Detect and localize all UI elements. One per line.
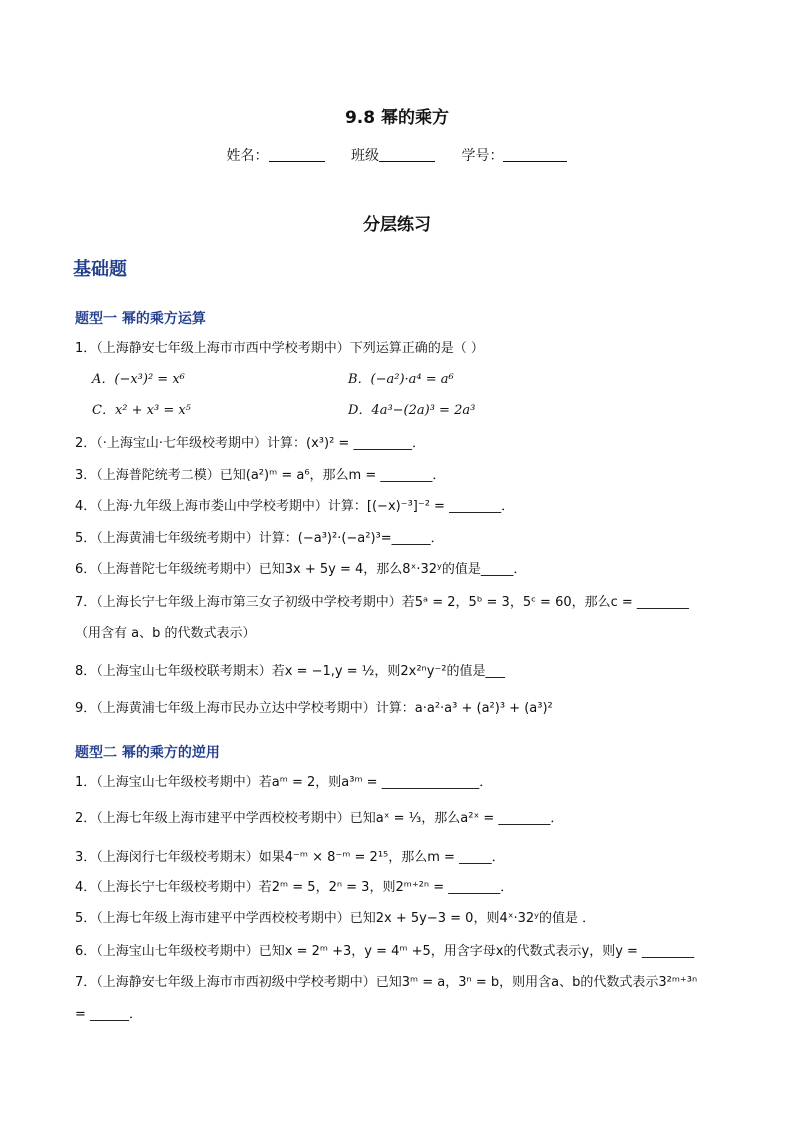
type1-q1-option-c: C．x² + x³ = x⁵ xyxy=(92,403,191,418)
type1-q1-option-d: D．4a³−(2a)³ = 2a³ xyxy=(348,403,476,418)
type1-q7-line1: 7．（上海长宁七年级上海市第三女子初级中学校考期中）若5ᵃ = 2，5ᵇ = 3，5ᶜ = 60，那么c = ________ xyxy=(75,595,689,610)
name-label: 姓名： xyxy=(226,148,269,164)
type1-q7-line2: （用含有 a、b 的代数式表示） xyxy=(75,626,256,641)
type2-heading: 题型二 幂的乘方的逆用 xyxy=(75,745,220,761)
type2-q5: 5．（上海七年级上海市建平中学西校校考期中）已知2x + 5y−3 = 0，则4ˣ·32ʸ的值是 ． xyxy=(75,911,596,926)
type2-q3: 3．（上海闵行七年级校考期末）如果4⁻ᵐ × 8⁻ᵐ = 2¹⁵，那么m = _____． xyxy=(75,850,505,865)
type1-q1-option-a: A．(−x³)² = x⁶ xyxy=(92,372,185,387)
type1-q3: 3．（上海普陀统考二模）已知(a²)ᵐ = a⁶，那么m = ________． xyxy=(75,468,446,483)
type2-q2: 2．（上海七年级上海市建平中学西校校考期中）已知aˣ = ⅓，那么a²ˣ = ________． xyxy=(75,811,564,826)
page-title: 9.8 幂的乘方 xyxy=(344,108,450,128)
type2-q7-line1: 7．（上海静安七年级上海市市西初级中学校考期中）已知3ᵐ = a，3ⁿ = b，则用含a、b的代数式表示3²ᵐ⁺³ⁿ xyxy=(75,975,698,990)
type2-q1: 1．（上海宝山七年级校考期中）若aᵐ = 2，则a³ᵐ = _______________． xyxy=(75,775,493,790)
id-blank xyxy=(503,147,567,162)
type1-q4: 4．（上海·九年级上海市娄山中学校考期中）计算：[(−x)⁻³]⁻² = ________． xyxy=(75,499,515,514)
type1-q9: 9．（上海黄浦七年级上海市民办立达中学校考期中）计算：a·a²·a³ + (a²)³ + (a³)² xyxy=(75,701,553,716)
student-info xyxy=(0,145,794,165)
type1-q2: 2．（·上海宝山·七年级校考期中）计算：(x³)² = _________． xyxy=(75,436,425,451)
id-label: 学号： xyxy=(461,148,504,164)
type1-q6: 6．（上海普陀七年级统考期中）已知3x + 5y = 4，那么8ˣ·32ʸ的值是_____． xyxy=(75,562,527,577)
type1-q1-option-b: B．(−a²)·a⁴ = a⁶ xyxy=(348,372,454,387)
type1-q5: 5．（上海黄浦七年级统考期中）计算：(−a³)²·(−a²)³=______． xyxy=(75,531,444,546)
type1-q8: 8．（上海宝山七年级校联考期末）若x = −1,y = ½，则2x²ⁿy⁻²的值是___ xyxy=(75,664,505,679)
name-blank xyxy=(269,147,325,162)
type2-q7-line2: = ______． xyxy=(75,1007,143,1022)
level-title: 基础题 xyxy=(73,259,127,280)
type2-q6: 6．（上海宝山七年级校考期中）已知x = 2ᵐ +3，y = 4ᵐ +5，用含字母x的代数式表示y，则y = ________ xyxy=(75,944,695,959)
type1-q1-stem: 1．（上海静安七年级上海市市西中学校考期中）下列运算正确的是（ ） xyxy=(75,341,484,356)
section-title: 分层练习 xyxy=(363,215,431,235)
type1-heading: 题型一 幂的乘方运算 xyxy=(75,311,206,327)
class-label: 班级 xyxy=(351,148,379,164)
type2-q4: 4．（上海长宁七年级校考期中）若2ᵐ = 5，2ⁿ = 3，则2ᵐ⁺²ⁿ = ________． xyxy=(75,880,514,895)
class-blank xyxy=(379,147,435,162)
